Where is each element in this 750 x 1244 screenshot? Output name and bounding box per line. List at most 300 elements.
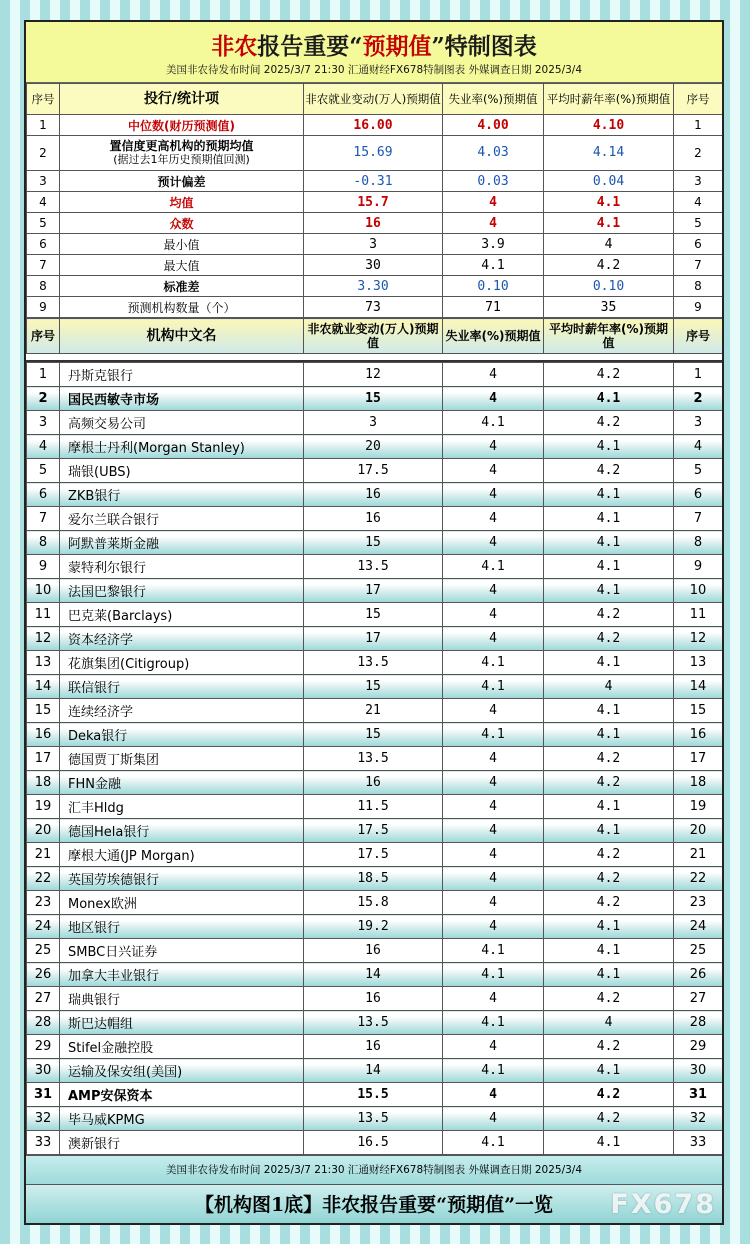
inst-wage: 4.2 xyxy=(544,987,674,1011)
table-row xyxy=(27,1083,723,1107)
inst-nfp: 17.5 xyxy=(304,843,443,867)
stats-label: 最小值 xyxy=(60,234,304,255)
inst-seq2: 9 xyxy=(674,555,723,579)
inst-name: 连续经济学 xyxy=(60,699,304,723)
inst-nfp: 15.5 xyxy=(304,1083,443,1107)
inst-unemp: 4.1 xyxy=(443,1011,544,1035)
stats-row-max xyxy=(27,255,723,276)
inst-name: 瑞典银行 xyxy=(60,987,304,1011)
table-row xyxy=(27,915,723,939)
stats-label-main: 置信度更高机构的预期均值 xyxy=(109,139,254,153)
inst-seq: 8 xyxy=(27,531,60,555)
inst-seq2: 31 xyxy=(674,1083,723,1107)
inst-nfp: 16 xyxy=(304,771,443,795)
table-row xyxy=(27,507,723,531)
table-row xyxy=(27,867,723,891)
inst-wage: 4.2 xyxy=(544,867,674,891)
stats-nfp: 30 xyxy=(304,255,443,276)
stats-unemp: 0.10 xyxy=(443,276,544,297)
stats-seq: 3 xyxy=(27,171,60,192)
inst-unemp: 4 xyxy=(443,1083,544,1107)
stats-row-median xyxy=(27,115,723,136)
table-row xyxy=(27,771,723,795)
stats-row-count xyxy=(27,297,723,318)
stats-unemp: 4.00 xyxy=(443,115,544,136)
inst-seq2: 27 xyxy=(674,987,723,1011)
stats-nfp: -0.31 xyxy=(304,171,443,192)
stats-unemp: 4.03 xyxy=(443,136,544,171)
inst-nfp: 17 xyxy=(304,627,443,651)
stats-seq2: 5 xyxy=(674,213,723,234)
stats-seq: 7 xyxy=(27,255,60,276)
inst-seq: 30 xyxy=(27,1059,60,1083)
title-block xyxy=(26,22,722,83)
inst-seq: 25 xyxy=(27,939,60,963)
inst-seq2: 11 xyxy=(674,603,723,627)
stats-seq: 2 xyxy=(27,136,60,171)
inst-unemp: 4 xyxy=(443,747,544,771)
inst-seq: 28 xyxy=(27,1011,60,1035)
inst-name: AMP安保资本 xyxy=(60,1083,304,1107)
inst-seq2: 22 xyxy=(674,867,723,891)
stats-seq2: 6 xyxy=(674,234,723,255)
footer-title xyxy=(26,1184,722,1225)
institution-rows xyxy=(27,363,723,1155)
inst-seq2: 20 xyxy=(674,819,723,843)
table-row xyxy=(27,531,723,555)
inst-nfp: 21 xyxy=(304,699,443,723)
stats-nfp: 3 xyxy=(304,234,443,255)
inst-seq2: 32 xyxy=(674,1107,723,1131)
inst-nfp: 12 xyxy=(304,363,443,387)
stats-wage: 4 xyxy=(544,234,674,255)
inst-name: 澳新银行 xyxy=(60,1131,304,1155)
inst-unemp: 4.1 xyxy=(443,963,544,987)
inst-wage: 4 xyxy=(544,1011,674,1035)
inst-unemp: 4 xyxy=(443,531,544,555)
inst-unemp: 4.1 xyxy=(443,723,544,747)
table-row xyxy=(27,627,723,651)
stats-wage: 4.10 xyxy=(544,115,674,136)
inst-wage: 4.2 xyxy=(544,459,674,483)
institution-header-table xyxy=(26,318,723,354)
inst-name: 阿默普莱斯金融 xyxy=(60,531,304,555)
inst-name: 汇丰Hldg xyxy=(60,795,304,819)
title-part1: 非农 xyxy=(211,33,258,60)
stats-seq: 9 xyxy=(27,297,60,318)
stats-label: 预计偏差 xyxy=(60,171,304,192)
inst-wage: 4.1 xyxy=(544,819,674,843)
stats-unemp: 3.9 xyxy=(443,234,544,255)
inst-seq: 3 xyxy=(27,411,60,435)
inst-nfp: 13.5 xyxy=(304,1107,443,1131)
inst-seq2: 4 xyxy=(674,435,723,459)
report-frame xyxy=(24,20,724,1225)
inst-nfp: 15 xyxy=(304,723,443,747)
inst-wage: 4.1 xyxy=(544,555,674,579)
inst-unemp: 4.1 xyxy=(443,939,544,963)
inst-name: SMBC日兴证券 xyxy=(60,939,304,963)
inst-nfp: 18.5 xyxy=(304,867,443,891)
inst-seq2: 10 xyxy=(674,579,723,603)
inst-nfp: 16 xyxy=(304,483,443,507)
stats-seq2: 1 xyxy=(674,115,723,136)
footer-note: 美国非农待发布时间 2025/3/7 21:30 汇通财经FX678特制图表 外媒调查日期 2025/3/4 xyxy=(26,1155,722,1184)
stats-seq2: 4 xyxy=(674,192,723,213)
inst-nfp: 17 xyxy=(304,579,443,603)
inst-name: 摩根大通(JP Morgan) xyxy=(60,843,304,867)
inst-seq2: 6 xyxy=(674,483,723,507)
stats-label: 均值 xyxy=(60,192,304,213)
table-row xyxy=(27,819,723,843)
inst-name: 法国巴黎银行 xyxy=(60,579,304,603)
inst-seq: 33 xyxy=(27,1131,60,1155)
stats-header-seq2: 序号 xyxy=(674,84,723,115)
inst-seq2: 26 xyxy=(674,963,723,987)
inst-name: 高频交易公司 xyxy=(60,411,304,435)
stats-wage: 0.04 xyxy=(544,171,674,192)
inst-wage: 4.2 xyxy=(544,627,674,651)
inst-unemp: 4 xyxy=(443,435,544,459)
stats-row-mode xyxy=(27,213,723,234)
inst-wage: 4.1 xyxy=(544,531,674,555)
inst-seq: 21 xyxy=(27,843,60,867)
stats-label-note: (据过去1年历史预期值回测) xyxy=(113,153,250,166)
filter-divider xyxy=(26,354,722,362)
inst-unemp: 4.1 xyxy=(443,1131,544,1155)
table-row xyxy=(27,435,723,459)
inst-name: 巴克莱(Barclays) xyxy=(60,603,304,627)
stats-header-nfp: 非农就业变动(万人)预期值 xyxy=(304,84,443,115)
inst-seq: 19 xyxy=(27,795,60,819)
inst-nfp: 15 xyxy=(304,387,443,411)
inst-name: 英国劳埃德银行 xyxy=(60,867,304,891)
stats-seq: 1 xyxy=(27,115,60,136)
stats-seq2: 3 xyxy=(674,171,723,192)
footer-title-text: 【机构图1底】非农报告重要“预期值”一览 xyxy=(194,1194,554,1216)
inst-seq2: 33 xyxy=(674,1131,723,1155)
stats-row-mean xyxy=(27,192,723,213)
inst-name: 德国贾丁斯集团 xyxy=(60,747,304,771)
stats-label xyxy=(60,136,304,171)
table-row xyxy=(27,987,723,1011)
inst-name: 联信银行 xyxy=(60,675,304,699)
stats-label: 标准差 xyxy=(60,276,304,297)
inst-seq: 16 xyxy=(27,723,60,747)
table-row xyxy=(27,723,723,747)
inst-wage: 4.2 xyxy=(544,771,674,795)
inst-seq2: 23 xyxy=(674,891,723,915)
inst-seq: 5 xyxy=(27,459,60,483)
stats-unemp: 0.03 xyxy=(443,171,544,192)
table-row xyxy=(27,651,723,675)
inst-seq: 31 xyxy=(27,1083,60,1107)
inst-unemp: 4 xyxy=(443,867,544,891)
inst-unemp: 4 xyxy=(443,819,544,843)
inst-seq: 4 xyxy=(27,435,60,459)
table-row xyxy=(27,891,723,915)
inst-header-seq2[interactable]: 序号 xyxy=(674,319,723,354)
stats-seq: 5 xyxy=(27,213,60,234)
inst-seq2: 18 xyxy=(674,771,723,795)
inst-seq: 27 xyxy=(27,987,60,1011)
inst-nfp: 13.5 xyxy=(304,1011,443,1035)
inst-unemp: 4 xyxy=(443,483,544,507)
inst-wage: 4.2 xyxy=(544,1107,674,1131)
inst-wage: 4.1 xyxy=(544,915,674,939)
stats-table xyxy=(26,83,723,318)
stats-wage: 4.2 xyxy=(544,255,674,276)
inst-seq: 1 xyxy=(27,363,60,387)
inst-header-name[interactable]: 机构中文名 xyxy=(60,319,304,354)
stats-nfp: 15.69 xyxy=(304,136,443,171)
institution-table xyxy=(26,362,723,1155)
table-row xyxy=(27,459,723,483)
stats-label: 预测机构数量（个） xyxy=(60,297,304,318)
inst-seq2: 30 xyxy=(674,1059,723,1083)
table-row xyxy=(27,1035,723,1059)
inst-seq2: 14 xyxy=(674,675,723,699)
inst-header-wage[interactable]: 平均时薪年率(%)预期值 xyxy=(544,319,674,354)
inst-unemp: 4 xyxy=(443,891,544,915)
inst-name: 瑞银(UBS) xyxy=(60,459,304,483)
inst-wage: 4.2 xyxy=(544,411,674,435)
inst-name: 德国Hela银行 xyxy=(60,819,304,843)
inst-seq2: 19 xyxy=(674,795,723,819)
stats-unemp: 4 xyxy=(443,192,544,213)
inst-seq2: 12 xyxy=(674,627,723,651)
inst-name: 摩根士丹利(Morgan Stanley) xyxy=(60,435,304,459)
table-row xyxy=(27,747,723,771)
subtitle: 美国非农待发布时间 2025/3/7 21:30 汇通财经FX678特制图表 外媒调查日期 2025/3/4 xyxy=(165,64,583,76)
inst-wage: 4.1 xyxy=(544,387,674,411)
inst-unemp: 4 xyxy=(443,507,544,531)
inst-unemp: 4 xyxy=(443,699,544,723)
stats-seq: 8 xyxy=(27,276,60,297)
table-row xyxy=(27,1059,723,1083)
inst-unemp: 4.1 xyxy=(443,675,544,699)
stats-unemp: 71 xyxy=(443,297,544,318)
inst-unemp: 4.1 xyxy=(443,651,544,675)
inst-name: 国民西敏寺市场 xyxy=(60,387,304,411)
table-row xyxy=(27,1107,723,1131)
inst-header-seq[interactable]: 序号 xyxy=(27,319,60,354)
stats-header-wage: 平均时薪年率(%)预期值 xyxy=(544,84,674,115)
page-title xyxy=(26,22,722,62)
inst-wage: 4.2 xyxy=(544,747,674,771)
inst-seq: 32 xyxy=(27,1107,60,1131)
inst-seq2: 24 xyxy=(674,915,723,939)
stats-nfp: 16.00 xyxy=(304,115,443,136)
inst-nfp: 16 xyxy=(304,939,443,963)
table-row xyxy=(27,363,723,387)
inst-seq: 14 xyxy=(27,675,60,699)
inst-name: 丹斯克银行 xyxy=(60,363,304,387)
inst-seq2: 2 xyxy=(674,387,723,411)
inst-nfp: 11.5 xyxy=(304,795,443,819)
inst-seq: 17 xyxy=(27,747,60,771)
table-row xyxy=(27,675,723,699)
table-row xyxy=(27,699,723,723)
stats-seq2: 8 xyxy=(674,276,723,297)
stats-nfp: 73 xyxy=(304,297,443,318)
inst-nfp: 16 xyxy=(304,507,443,531)
inst-name: 地区银行 xyxy=(60,915,304,939)
inst-nfp: 19.2 xyxy=(304,915,443,939)
stats-label: 中位数(财历预测值) xyxy=(60,115,304,136)
inst-unemp: 4 xyxy=(443,603,544,627)
inst-unemp: 4 xyxy=(443,1107,544,1131)
inst-seq: 13 xyxy=(27,651,60,675)
stats-header-row xyxy=(27,84,723,115)
stats-label: 众数 xyxy=(60,213,304,234)
inst-seq2: 5 xyxy=(674,459,723,483)
inst-seq: 9 xyxy=(27,555,60,579)
institution-header-row xyxy=(27,319,723,354)
inst-nfp: 15 xyxy=(304,675,443,699)
fx678-watermark: FX678 xyxy=(610,1189,716,1220)
table-row xyxy=(27,795,723,819)
inst-wage: 4 xyxy=(544,675,674,699)
inst-unemp: 4 xyxy=(443,627,544,651)
inst-seq2: 25 xyxy=(674,939,723,963)
inst-unemp: 4 xyxy=(443,363,544,387)
table-row xyxy=(27,411,723,435)
inst-seq: 18 xyxy=(27,771,60,795)
inst-wage: 4.1 xyxy=(544,1131,674,1155)
inst-seq2: 1 xyxy=(674,363,723,387)
inst-nfp: 17.5 xyxy=(304,819,443,843)
inst-name: 资本经济学 xyxy=(60,627,304,651)
inst-name: 运输及保安组(美国) xyxy=(60,1059,304,1083)
inst-seq2: 28 xyxy=(674,1011,723,1035)
stats-wage: 0.10 xyxy=(544,276,674,297)
inst-name: Deka银行 xyxy=(60,723,304,747)
inst-seq2: 17 xyxy=(674,747,723,771)
inst-wage: 4.1 xyxy=(544,651,674,675)
inst-unemp: 4.1 xyxy=(443,411,544,435)
stats-seq2: 7 xyxy=(674,255,723,276)
inst-unemp: 4 xyxy=(443,459,544,483)
table-row xyxy=(27,579,723,603)
inst-wage: 4.1 xyxy=(544,699,674,723)
inst-wage: 4.2 xyxy=(544,603,674,627)
inst-seq: 20 xyxy=(27,819,60,843)
inst-name: 蒙特利尔银行 xyxy=(60,555,304,579)
inst-wage: 4.2 xyxy=(544,891,674,915)
inst-unemp: 4.1 xyxy=(443,555,544,579)
title-part4: ”特制图表 xyxy=(431,33,537,60)
stats-row-min xyxy=(27,234,723,255)
stats-wage: 4.1 xyxy=(544,213,674,234)
table-row xyxy=(27,483,723,507)
inst-wage: 4.1 xyxy=(544,795,674,819)
inst-seq2: 15 xyxy=(674,699,723,723)
inst-nfp: 13.5 xyxy=(304,651,443,675)
inst-header-nfp[interactable]: 非农就业变动(万人)预期值 xyxy=(304,319,443,354)
inst-wage: 4.1 xyxy=(544,483,674,507)
inst-name: Stifel金融控股 xyxy=(60,1035,304,1059)
table-row xyxy=(27,963,723,987)
stats-nfp: 15.7 xyxy=(304,192,443,213)
stats-wage: 4.14 xyxy=(544,136,674,171)
stats-label: 最大值 xyxy=(60,255,304,276)
inst-wage: 4.1 xyxy=(544,939,674,963)
inst-wage: 4.1 xyxy=(544,723,674,747)
inst-seq: 29 xyxy=(27,1035,60,1059)
inst-unemp: 4.1 xyxy=(443,1059,544,1083)
inst-seq: 6 xyxy=(27,483,60,507)
table-row xyxy=(27,843,723,867)
inst-seq: 10 xyxy=(27,579,60,603)
inst-wage: 4.1 xyxy=(544,1059,674,1083)
inst-unemp: 4 xyxy=(443,771,544,795)
stats-seq: 6 xyxy=(27,234,60,255)
stats-seq: 4 xyxy=(27,192,60,213)
inst-seq: 15 xyxy=(27,699,60,723)
stats-wage: 35 xyxy=(544,297,674,318)
inst-seq2: 29 xyxy=(674,1035,723,1059)
stats-seq2: 9 xyxy=(674,297,723,318)
inst-name: 加拿大丰业银行 xyxy=(60,963,304,987)
inst-nfp: 16 xyxy=(304,987,443,1011)
inst-wage: 4.2 xyxy=(544,363,674,387)
inst-unemp: 4 xyxy=(443,915,544,939)
table-row xyxy=(27,603,723,627)
inst-seq: 12 xyxy=(27,627,60,651)
stats-header-seq: 序号 xyxy=(27,84,60,115)
stats-header-item: 投行/统计项 xyxy=(60,84,304,115)
inst-unemp: 4 xyxy=(443,1035,544,1059)
inst-wage: 4.1 xyxy=(544,963,674,987)
inst-seq2: 8 xyxy=(674,531,723,555)
stats-row-stddev xyxy=(27,276,723,297)
inst-name: ZKB银行 xyxy=(60,483,304,507)
inst-nfp: 15.8 xyxy=(304,891,443,915)
table-row xyxy=(27,555,723,579)
inst-wage: 4.2 xyxy=(544,1083,674,1107)
inst-seq2: 21 xyxy=(674,843,723,867)
inst-seq: 23 xyxy=(27,891,60,915)
inst-seq2: 7 xyxy=(674,507,723,531)
stats-header-unemp: 失业率(%)预期值 xyxy=(443,84,544,115)
table-row xyxy=(27,1131,723,1155)
stats-nfp: 16 xyxy=(304,213,443,234)
inst-wage: 4.1 xyxy=(544,507,674,531)
stats-row-confidence-mean xyxy=(27,136,723,171)
inst-header-unemp[interactable]: 失业率(%)预期值 xyxy=(443,319,544,354)
inst-seq: 24 xyxy=(27,915,60,939)
inst-wage: 4.2 xyxy=(544,843,674,867)
table-row xyxy=(27,1011,723,1035)
table-row xyxy=(27,387,723,411)
stats-nfp: 3.30 xyxy=(304,276,443,297)
inst-unemp: 4 xyxy=(443,795,544,819)
inst-name: 毕马威KPMG xyxy=(60,1107,304,1131)
inst-nfp: 3 xyxy=(304,411,443,435)
inst-nfp: 17.5 xyxy=(304,459,443,483)
inst-nfp: 20 xyxy=(304,435,443,459)
inst-seq: 26 xyxy=(27,963,60,987)
inst-name: Monex欧洲 xyxy=(60,891,304,915)
inst-unemp: 4 xyxy=(443,987,544,1011)
inst-unemp: 4 xyxy=(443,387,544,411)
inst-wage: 4.2 xyxy=(544,1035,674,1059)
inst-nfp: 15 xyxy=(304,603,443,627)
inst-nfp: 15 xyxy=(304,531,443,555)
inst-nfp: 16 xyxy=(304,1035,443,1059)
inst-seq2: 13 xyxy=(674,651,723,675)
